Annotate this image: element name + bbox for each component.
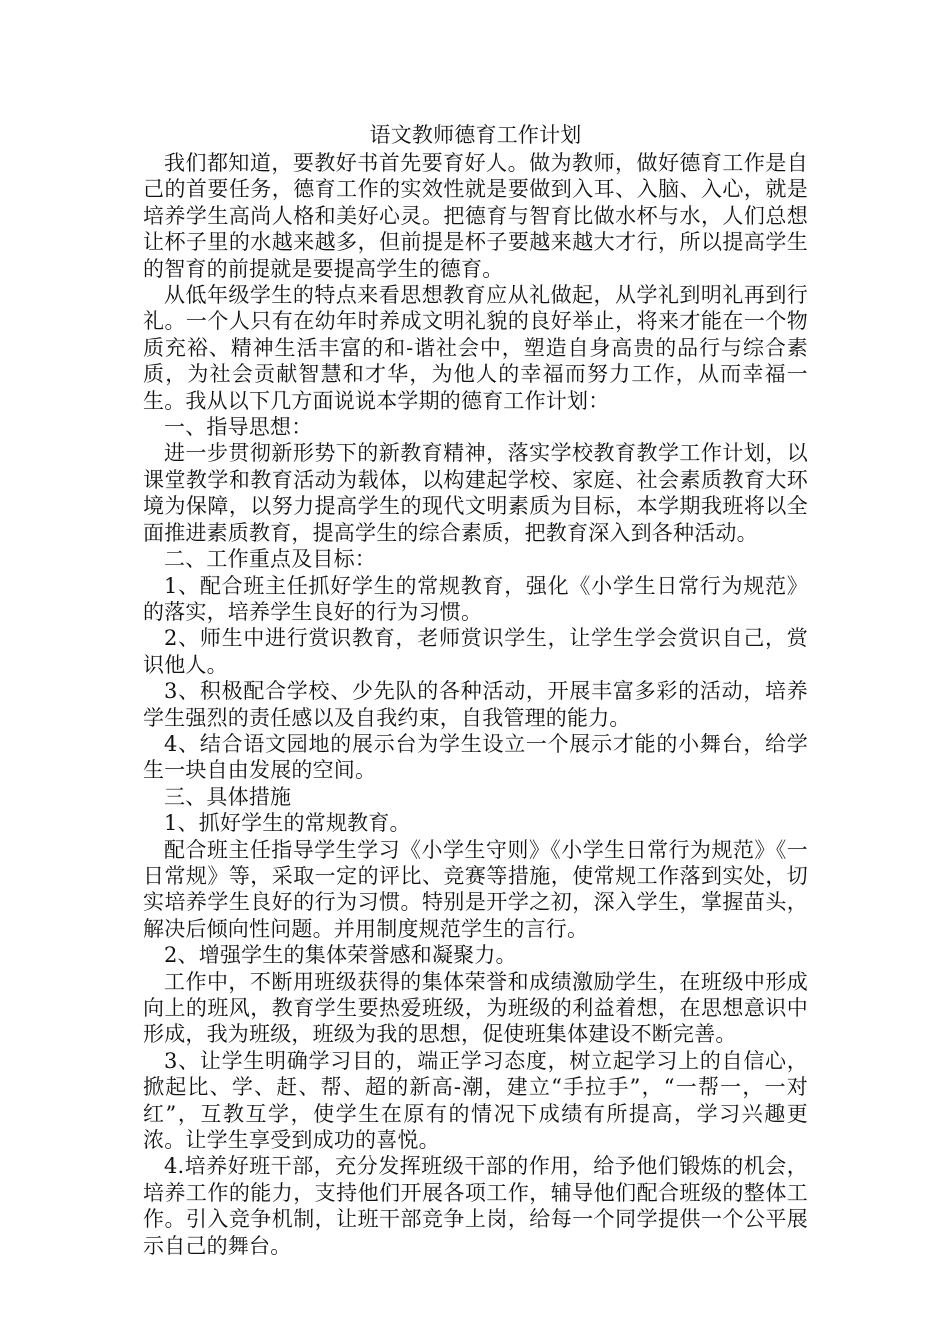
measure-item-3: 3、让学生明确学习目的，端正学习态度，树立起学习上的自信心，掀起比、学、赶、帮、超的新高-潮，建立“手拉手”，“一帮一，一对红”，互教互学，使学生在原有的情况下成绩有所提高，学习兴趣更浓。让学生享受到成功的喜悦。 (143, 1048, 808, 1153)
measure-heading-1: 1、抓好学生的常规教育。 (164, 811, 411, 836)
section-heading-guiding-thought: 一、指导思想： (164, 415, 313, 440)
goal-item-1: 1、配合班主任抓好学生的常规教育，强化《小学生日常行为规范》的落实，培养学生良好的行为习惯。 (143, 573, 808, 624)
section-heading-measures: 三、具体措施 (164, 784, 292, 809)
guiding-thought-paragraph: 进一步贯彻新形势下的新教育精神，落实学校教育教学工作计划，以课堂教学和教育活动为载体，以构建起学校、家庭、社会素质教育大环境为保障，以努力提高学生的现代文明素质为目标，本学期我班将以全面推进素质教育，提高学生的综合素质，把教育深入到各种活动。 (143, 441, 808, 545)
measure-paragraph-1: 配合班主任指导学生学习《小学生守则》《小学生日常行为规范》《一日常规》等，采取一定的评比、竞赛等措施，使常规工作落到实处，切实培养学生良好的行为习惯。特别是开学之初，深入学生，掌握苗头，解决后倾向性问题。并用制度规范学生的言行。 (143, 837, 808, 941)
measure-paragraph-2: 工作中，不断用班级获得的集体荣誉和成绩激励学生，在班级中形成向上的班风，教育学生要热爱班级，为班级的利益着想，在思想意识中形成，我为班级，班级为我的思想，促使班集体建设不断完善。 (143, 969, 808, 1047)
goal-item-3: 3、积极配合学校、少先队的各种活动，开展丰富多彩的活动，培养学生强烈的责任感以及自我约束，自我管理的能力。 (143, 679, 808, 730)
goal-item-2: 2、师生中进行赏识教育，老师赏识学生，让学生学会赏识自己，赏识他人。 (143, 626, 808, 677)
document-page (143, 122, 808, 1259)
section-heading-focus-goals: 二、工作重点及目标： (164, 547, 376, 572)
measure-heading-2: 2、增强学生的集体荣誉感和凝聚力。 (164, 943, 517, 968)
measure-item-4: 4.培养好班干部，充分发挥班级干部的作用，给予他们锻炼的机会，培养工作的能力，支持他们开展各项工作，辅导他们配合班级的整体工作。引入竞争机制，让班干部竞争上岗，给每一个同学提供一个公平展示自己的舞台。 (143, 1154, 808, 1258)
intro-paragraph-2: 从低年级学生的特点来看思想教育应从礼做起，从学礼到明礼再到行礼。一个人只有在幼年时养成文明礼貌的良好举止，将来才能在一个物质充裕、精神生活丰富的和-谐社会中，塑造自身高贵的品行与综合素质，为社会贡献智慧和才华，为他人的幸福而努力工作，从而幸福一生。我从以下几方面说说本学期的德育工作计划： (143, 283, 808, 413)
goal-item-4: 4、结合语文园地的展示台为学生设立一个展示才能的小舞台，给学生一块自由发展的空间。 (143, 731, 808, 783)
document-title: 语文教师德育工作计划 (369, 123, 582, 147)
intro-paragraph-1: 我们都知道，要教好书首先要育好人。做为教师，做好德育工作是自己的首要任务，德育工作的实效性就是要做到入耳、入脑、入心，就是培养学生高尚人格和美好心灵。把德育与智育比做水杯与水，人们总想让杯子里的水越来越多，但前提是杯子要越来越大才行，所以提高学生的智育的前提就是要提高学生的德育。 (143, 151, 808, 281)
